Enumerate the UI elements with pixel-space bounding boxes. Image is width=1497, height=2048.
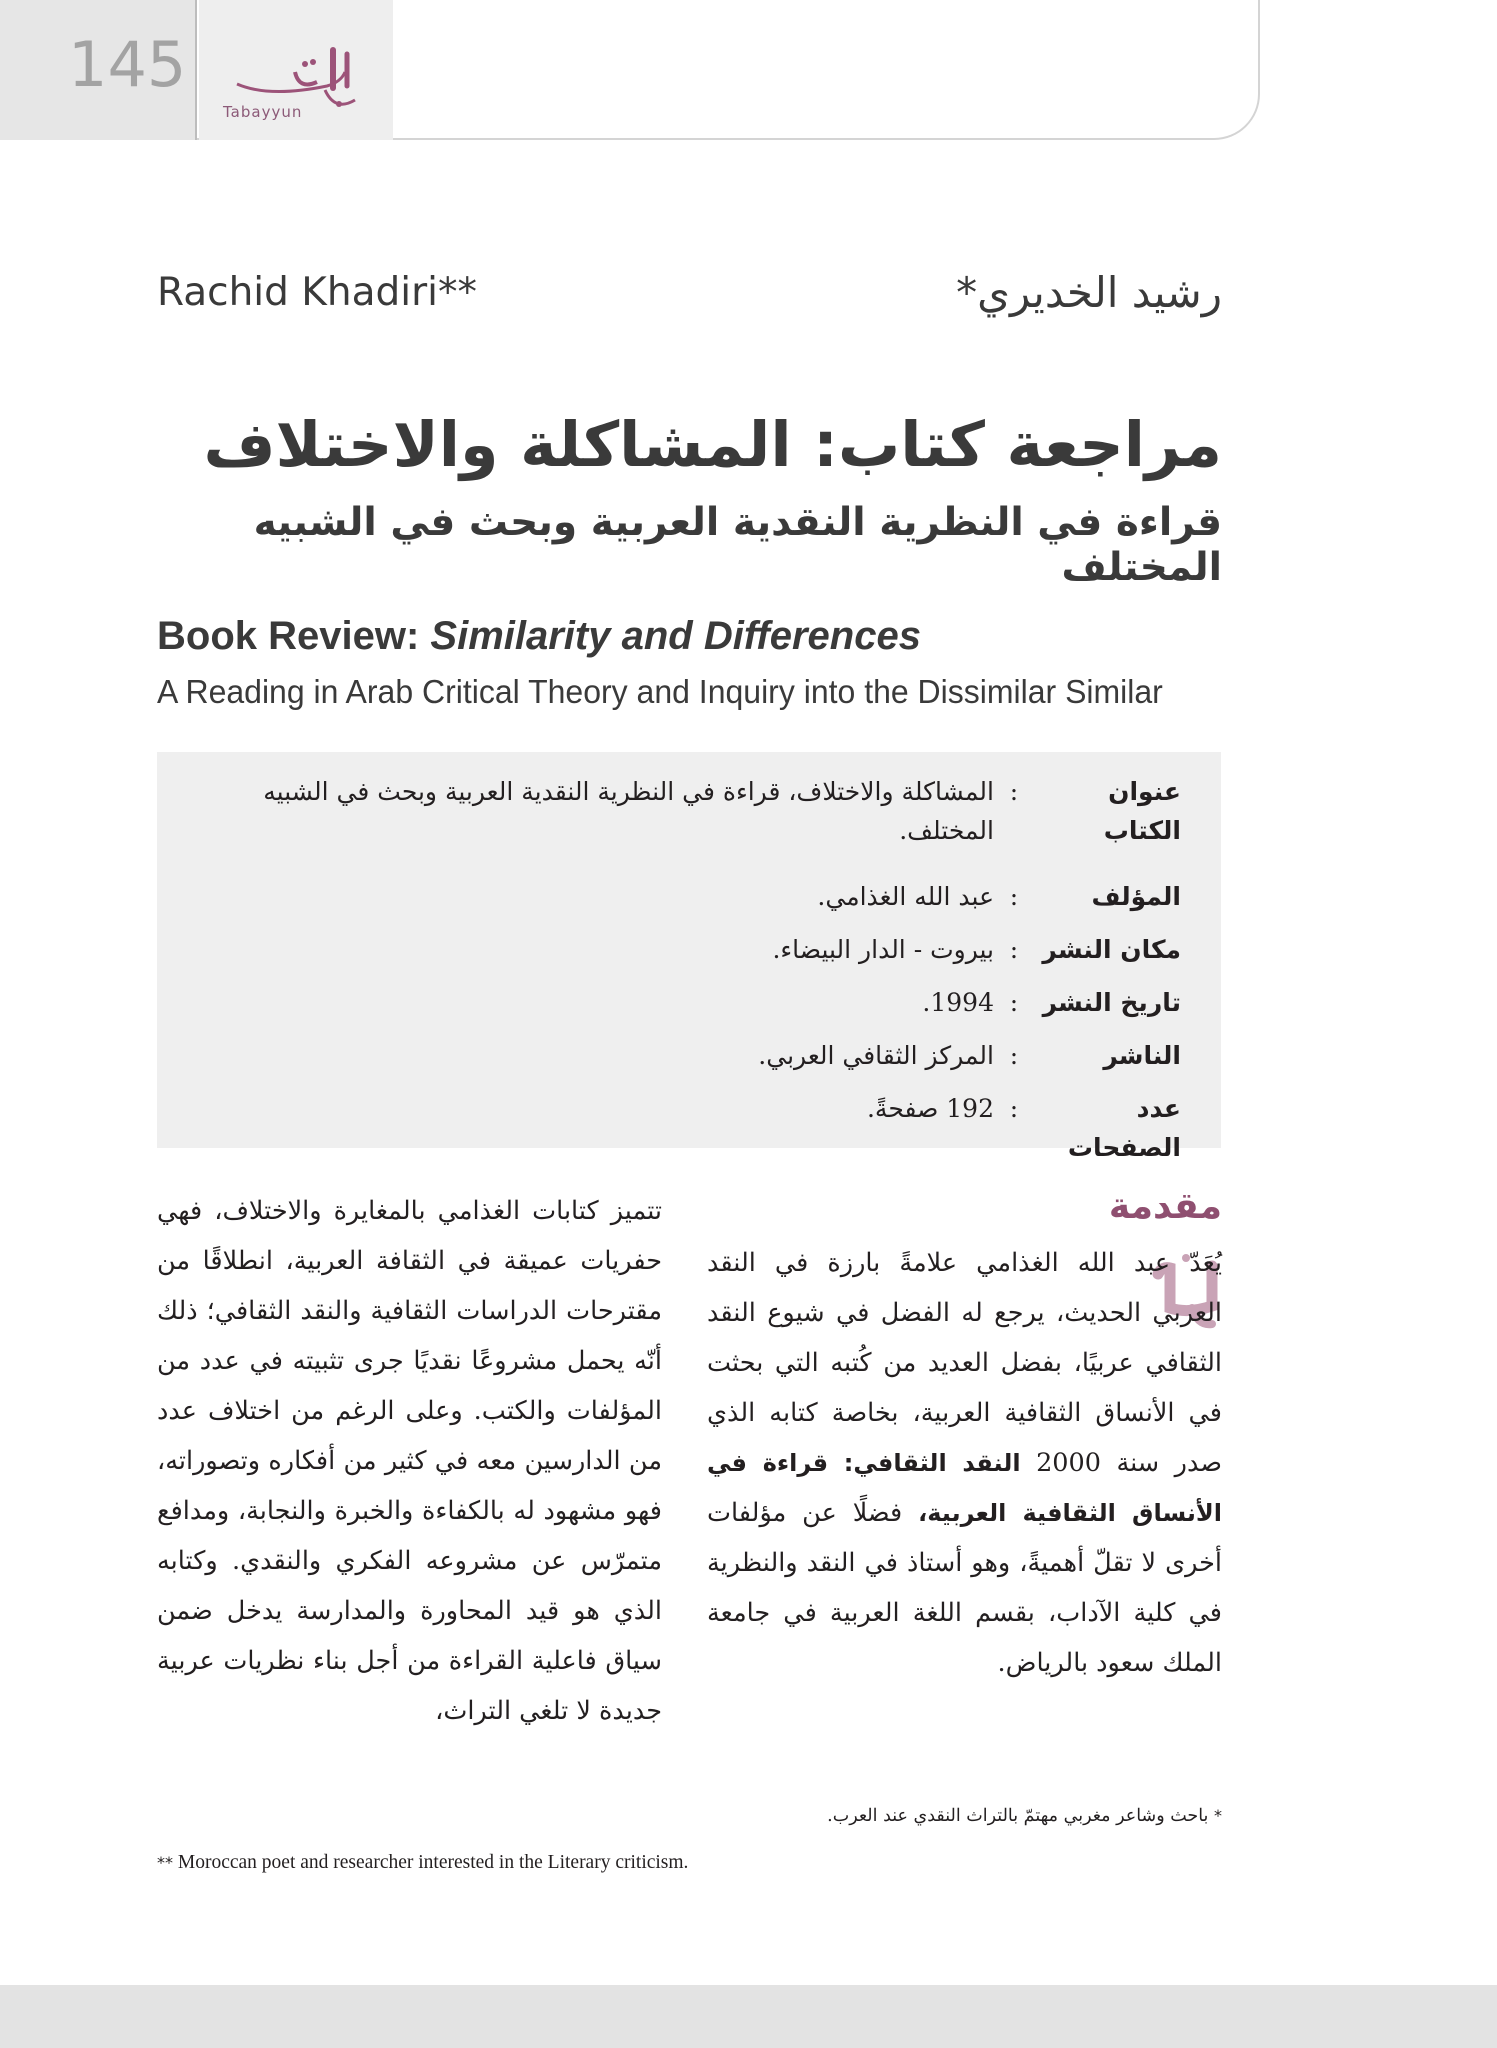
- info-value: المشاكلة والاختلاف، قراءة في النظرية النقدية العربية وبحث في الشبيه المختلف.: [263, 777, 994, 845]
- info-colon: :: [1009, 882, 1019, 911]
- info-row-author: [201, 877, 1181, 916]
- info-value: 1994.: [922, 988, 994, 1017]
- info-value: 192 صفحةً.: [866, 1094, 994, 1123]
- footnote-english: [157, 1852, 688, 1874]
- title-english-prefix: Book Review:: [157, 614, 431, 658]
- logo-calligraphy-icon: [229, 42, 369, 112]
- info-row-pages: [201, 1089, 1181, 1167]
- info-value: عبد الله الغذامي.: [817, 882, 994, 911]
- logo-latin-text: Tabayyun: [223, 103, 303, 121]
- info-row-place: [201, 930, 1181, 969]
- footnote-arabic: [827, 1806, 1222, 1826]
- info-colon: :: [1009, 935, 1019, 964]
- journal-logo: [199, 0, 393, 140]
- book-info-box: [157, 752, 1221, 1162]
- intro-right-column: [707, 1238, 1222, 1688]
- info-label: المؤلف: [1091, 882, 1181, 911]
- info-row-title: [201, 772, 1181, 850]
- intro-book-title: النقد الثقافي: قراءة في الأنساق الثقافية العربية،: [707, 1449, 1222, 1527]
- info-label: عدد الصفحات: [1067, 1094, 1181, 1162]
- subtitle-english: A Reading in Arab Critical Theory and Inquiry into the Dissimilar Similar: [157, 674, 1163, 711]
- info-colon: :: [1009, 988, 1019, 1017]
- intro-text-b: فضلًا عن مؤلفات أخرى لا تقلّ أهميةً، وهو أستاذ في النقد والنظرية في كلية الآداب، بقسم اللغة العربية في جامعة الملك سعود بالرياض.: [707, 1498, 1222, 1678]
- info-row-publisher: [201, 1036, 1181, 1075]
- footnote-arabic-text: باحث وشاعر مغربي مهتمّ بالتراث النقدي عند العرب.: [827, 1806, 1209, 1826]
- info-label: تاريخ النشر: [1042, 988, 1181, 1017]
- author-english: Rachid Khadiri**: [157, 270, 477, 315]
- author-arabic: رشيد الخديري*: [956, 268, 1222, 317]
- info-row-date: [201, 983, 1181, 1022]
- info-colon: :: [1009, 1041, 1019, 1070]
- info-label: عنوان الكتاب: [1103, 777, 1181, 845]
- title-english-book: Similarity and Differences: [430, 614, 921, 658]
- info-colon: :: [1009, 777, 1019, 806]
- title-english: [157, 614, 921, 659]
- intro-left-column: تتميز كتابات الغذامي بالمغايرة والاختلاف، فهي حفريات عميقة في الثقافة العربية، انطلاقًا من مقترحات الدراسات الثقافية والنقد الثقافي؛ ذلك أنّه يحمل مشروعًا نقديًا جرى تثبيته في عدد من المؤلفات والكتب. وعلى الرغم من اختلاف عدد من الدارسين معه في كثير من أفكاره وتصوراته، فهو مشهود له بالكفاءة والخبرة والنجابة، ومدافع متمرّس عن مشروعه الفكري والنقدي. وكتابه الذي هو قيد المحاورة والمدارسة يدخل ضمن سياق فاعلية القراءة من أجل بناء نظريات عربية جديدة لا تلغي التراث،: [157, 1196, 662, 1726]
- page-number-box: [0, 0, 197, 140]
- footnote-marker: *: [1214, 1806, 1222, 1825]
- footnote-english-text: Moroccan poet and researcher interested in the Literary criticism.: [177, 1852, 689, 1873]
- info-label: الناشر: [1103, 1041, 1181, 1070]
- info-colon: :: [1009, 1094, 1019, 1123]
- page-footer: [0, 1985, 1497, 2048]
- info-value: بيروت - الدار البيضاء.: [772, 935, 994, 964]
- intro-text-a: يُعَدّ عبد الله الغذامي علامةً بارزة في النقد العربي الحديث، يرجع له الفضل في شيوع النقد الثقافي عربيًا، بفضل العديد من كُتبه التي بحثت في الأنساق الثقافية العربية، بخاصة كتابه الذي صدر سنة 2000: [707, 1248, 1223, 1478]
- subtitle-arabic: قراءة في النظرية النقدية العربية وبحث في الشبيه المختلف: [253, 500, 1222, 590]
- footnote-marker: **: [157, 1853, 173, 1872]
- info-label: مكان النشر: [1042, 935, 1181, 964]
- section-heading-intro: مقدمة: [1108, 1186, 1222, 1227]
- info-value: المركز الثقافي العربي.: [758, 1041, 994, 1070]
- page-number: 145: [68, 28, 187, 101]
- title-arabic: مراجعة كتاب: المشاكلة والاختلاف: [203, 408, 1222, 481]
